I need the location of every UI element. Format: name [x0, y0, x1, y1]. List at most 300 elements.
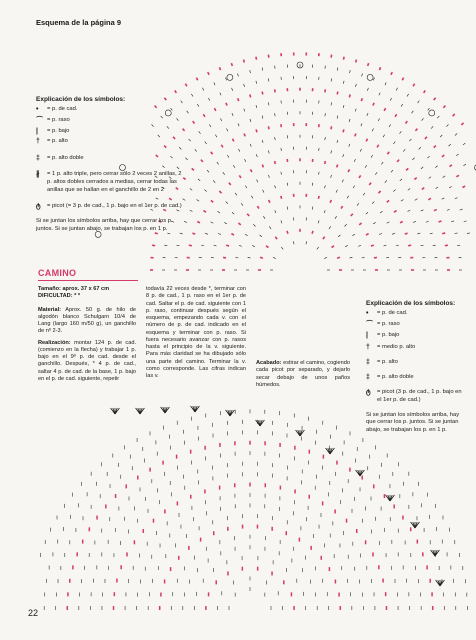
stitch-mark [375, 172, 377, 174]
stitch-mark [226, 245, 229, 246]
stitch-mark [406, 168, 408, 170]
stitch-mark [372, 129, 373, 132]
stitch-mark [343, 57, 344, 60]
stitch-mark [262, 116, 263, 119]
stitch-mark [343, 105, 344, 108]
stitch-mark [214, 108, 215, 111]
stitch-mark [431, 126, 433, 128]
stitch-mark [227, 155, 229, 158]
stitch-mark [208, 98, 209, 101]
stitch-mark [369, 183, 371, 185]
stitch-mark [350, 70, 351, 73]
stitch-mark [422, 188, 424, 190]
stitch-mark [331, 150, 332, 153]
double-crochet-symbol-icon: † [36, 138, 40, 146]
size-line: Tamaño: aprox. 37 x 67 cm [38, 286, 110, 292]
stitch-mark [232, 139, 233, 142]
stitch-mark [385, 82, 386, 85]
stitch-mark [244, 109, 245, 112]
stitch-mark [337, 257, 340, 258]
stitch-mark [393, 142, 395, 144]
half-double-crochet-symbol-icon: † [366, 344, 370, 352]
stitch-mark [263, 190, 264, 193]
stitch-mark [419, 147, 421, 149]
stitch-mark [250, 94, 251, 97]
stitch-mark [367, 113, 368, 116]
stitch-mark [268, 102, 269, 105]
stitch-mark [435, 166, 437, 168]
stitch-mark [428, 198, 431, 199]
stitch-mark [250, 119, 251, 122]
stitch-mark [256, 129, 257, 132]
stitch-mark [342, 180, 343, 183]
stitch-mark [428, 108, 430, 110]
stitch-mark [205, 142, 207, 144]
stitch-mark [350, 257, 353, 258]
stitch-mark [245, 159, 246, 162]
stitch-mark [422, 118, 424, 120]
stitch-mark [442, 155, 444, 157]
stitch-mark [429, 177, 431, 179]
stitch-mark [387, 152, 389, 154]
stitch-mark [408, 245, 411, 246]
stitch-mark [198, 179, 200, 181]
stitch-mark [433, 245, 436, 246]
stitch-mark [262, 140, 263, 143]
stitch-mark [226, 103, 227, 106]
stitch-mark [335, 216, 337, 218]
material-paragraph: Material: Aprox. 50 g. de hilo de algodón blanco Schulgarn 10/4 de Lang (largo 160 m/50 g), un ganchillo de nº 2-3. [38, 306, 137, 335]
stitch-mark [337, 140, 338, 143]
stitch-mark [268, 175, 269, 178]
stitch-mark [187, 111, 189, 113]
stitch-mark [275, 161, 276, 164]
stitch-mark [244, 60, 245, 63]
stitch-mark [238, 74, 239, 77]
stitch-mark [325, 137, 326, 140]
stitch-mark [453, 114, 455, 116]
stitch-mark [400, 179, 402, 181]
stitch-mark [426, 221, 429, 222]
stitch-mark [231, 63, 232, 66]
stitch-mark [197, 199, 199, 201]
stitch-mark [152, 245, 155, 246]
stitch-mark [260, 235, 262, 237]
stitch-mark [447, 209, 450, 210]
legend-item: ‡ = p. alto [366, 359, 398, 367]
stitch-mark [355, 109, 356, 112]
stitch-mark [425, 137, 427, 139]
stitch-mark [203, 211, 206, 213]
stitch-mark [244, 134, 245, 137]
stitch-mark [345, 245, 348, 246]
stitch-mark [377, 145, 379, 148]
stitch-mark [262, 92, 263, 95]
stitch-mark [378, 118, 379, 121]
stitch-mark [445, 245, 448, 246]
stitch-mark [325, 161, 326, 164]
stitch-mark [306, 241, 307, 244]
stitch-mark [238, 223, 240, 225]
stitch-mark [323, 237, 325, 239]
stitch-mark [395, 114, 397, 117]
stitch-mark [358, 245, 361, 246]
stitch-mark [192, 233, 195, 234]
stitch-mark [253, 224, 255, 226]
slip-stitch-symbol-icon: ⌒ [36, 116, 43, 124]
stitch-mark [352, 234, 354, 236]
stitch-mark [275, 185, 276, 188]
stitch-mark [329, 226, 331, 228]
stitch-mark [361, 123, 362, 126]
single-crochet-symbol-icon: | [36, 127, 38, 135]
stitch-mark [266, 246, 268, 248]
stitch-mark [442, 233, 445, 234]
stitch-mark [355, 84, 356, 87]
chain-symbol-icon: • [36, 106, 39, 113]
stitch-mark [434, 209, 437, 210]
slip-stitch-symbol-icon: ⌒ [366, 320, 373, 328]
stitch-mark [257, 206, 259, 209]
legend-item: • = p. de cad. [366, 310, 408, 317]
stitch-mark [245, 234, 247, 236]
stitch-mark [409, 139, 411, 141]
stitch-mark [218, 233, 221, 234]
stitch-mark [318, 221, 319, 224]
stitch-mark [208, 72, 209, 75]
stitch-mark [368, 63, 369, 66]
stitch-mark [440, 135, 442, 137]
legend-top-note: Si se juntan los símbolos arriba, hay que cerrar los p. juntos. Si se juntan abajo, se trabajan los p. en 1 p. [36, 218, 173, 232]
stitch-mark [413, 221, 416, 222]
stitch-mark [338, 235, 340, 237]
stitch-mark [281, 247, 283, 249]
stitch-mark [252, 245, 255, 246]
stitch-mark [462, 186, 465, 187]
stitch-mark [260, 257, 263, 258]
stitch-mark [250, 144, 251, 147]
stitch-mark [217, 162, 219, 164]
stitch-mark [434, 146, 436, 148]
treble-crochet-symbol-icon: ‡ [366, 374, 370, 382]
stitch-mark [336, 190, 337, 193]
stitch-mark [257, 180, 258, 183]
stitch-mark [211, 200, 213, 202]
stitch-mark [337, 165, 338, 168]
stitch-mark [366, 212, 368, 214]
stitch-mark [215, 135, 217, 138]
stitch-mark [211, 152, 213, 154]
text-column-1 [38, 286, 136, 383]
stitch-mark [214, 245, 217, 246]
stitch-mark [269, 200, 270, 203]
stitch-mark [349, 94, 350, 97]
stitch-mark [201, 160, 203, 162]
realizacion-paragraph: Realización: montar 124 p. de cad. (comienzo en la flecha) y trabajar 1 p. bajo en el 9º p. de cad. desde el ganchillo. Después, * 4 p. de cad., saltar 4 p. de cad. de la base, 1 p. bajo en el p. de cad. siguiente, repetir [38, 339, 136, 382]
stitch-mark [357, 203, 359, 205]
stitch-mark [256, 105, 257, 108]
stitch-mark [427, 156, 429, 158]
stitch-mark [331, 102, 332, 105]
stitch-mark [347, 196, 349, 199]
stitch-mark [456, 175, 459, 177]
stitch-mark [199, 131, 201, 133]
stitch-mark [232, 212, 234, 214]
stitch-mark [449, 187, 452, 188]
stitch-mark [195, 149, 197, 151]
stitch-mark [201, 245, 204, 246]
stitch-mark [263, 216, 265, 218]
stitch-mark [360, 149, 361, 152]
legend-item: ტ = picot (3 p. de cad., 1 p. bajo en el 1er p. de cad.) [366, 388, 462, 403]
stitch-mark [396, 88, 397, 91]
stitch-mark [345, 224, 347, 226]
legend-item: ტ = picot (= 3 p. de cad., 1 p. bajo en el 1er p. de cad.) [36, 202, 182, 210]
stitch-mark [312, 231, 313, 234]
stitch-mark [397, 160, 399, 162]
stitch-mark [463, 164, 466, 166]
stitch-mark [392, 233, 395, 234]
stitch-mark [256, 154, 257, 157]
stitch-mark [446, 124, 448, 126]
stitch-mark [191, 94, 193, 97]
stitch-mark [448, 144, 450, 146]
stitch-mark [421, 210, 424, 211]
stitch-mark [451, 221, 454, 222]
text-column-3: Acabado: estirar el camino, cogiendo cada picot por separado, y dejarlo secar debajo de unos paños húmedos. [256, 360, 350, 388]
stitch-mark [337, 68, 338, 71]
stitch-mark [343, 81, 344, 84]
stitch-mark [399, 131, 401, 133]
stitch-mark [389, 124, 391, 127]
picot-symbol-icon: ტ [366, 388, 371, 396]
stitch-mark [341, 206, 343, 209]
stitch-mark [287, 231, 288, 234]
stitch-mark [217, 211, 219, 213]
stitch-mark [383, 245, 386, 246]
stitch-mark [293, 241, 294, 244]
stitch-mark [361, 98, 362, 101]
picot-symbol-icon: ტ [36, 202, 41, 210]
stitch-mark [371, 155, 373, 158]
stitch-mark [287, 207, 288, 210]
stitch-mark [268, 126, 269, 129]
stitch-mark [406, 121, 408, 123]
stitch-mark [434, 98, 436, 100]
stitch-mark [175, 90, 177, 92]
stitch-mark [331, 126, 332, 129]
stitch-mark [256, 81, 257, 84]
stitch-mark [373, 78, 374, 81]
stitch-mark [464, 221, 467, 222]
legend-item: † = medio p. alto [366, 344, 416, 352]
stitch-mark [430, 233, 433, 234]
legend-item: † = p. alto [36, 138, 68, 146]
stitch-mark [443, 106, 445, 108]
stitch-mark [396, 245, 399, 246]
stitch-mark [455, 233, 458, 234]
stitch-mark [332, 246, 334, 248]
stitch-mark [371, 245, 374, 246]
legend-item: ‡ = p. alto doble [36, 155, 84, 163]
stitch-mark [219, 67, 220, 70]
stitch-mark [281, 221, 282, 224]
stitch-mark [235, 193, 237, 195]
legend-item: • = p. de cad. [36, 106, 78, 113]
stitch-mark [324, 210, 325, 213]
stitch-mark [415, 199, 418, 201]
stitch-mark [214, 82, 215, 85]
stitch-mark [331, 175, 332, 178]
stitch-mark [262, 68, 263, 71]
stitch-mark [343, 154, 344, 157]
stitch-mark [192, 168, 194, 170]
stitch-mark [467, 233, 470, 234]
stitch-mark [384, 108, 385, 111]
stitch-mark [381, 162, 383, 164]
stitch-mark [203, 114, 205, 117]
stitch-mark [337, 116, 338, 119]
stitch-mark [231, 234, 234, 235]
stitch-mark [239, 245, 242, 246]
difficulty-line: DIFICULTAD: * * [38, 293, 81, 300]
stitch-mark [424, 90, 426, 92]
stitch-mark [443, 176, 446, 178]
stitch-mark [362, 74, 363, 77]
stitch-mark [407, 94, 409, 97]
picot-mark [367, 74, 373, 80]
stitch-mark [185, 84, 187, 87]
stitch-mark [414, 178, 416, 180]
stitch-mark [463, 143, 465, 145]
stitch-mark [367, 88, 368, 91]
stitch-mark [220, 118, 221, 121]
stitch-mark [401, 199, 403, 201]
stitch-mark [226, 78, 227, 81]
stitch-mark [412, 158, 414, 160]
stitch-mark [204, 190, 206, 192]
stitch-mark [207, 170, 209, 172]
stitch-mark [373, 222, 376, 224]
legend-item: ⌒ = p. raso [366, 320, 400, 328]
stitch-mark [400, 222, 403, 223]
stitch-mark [437, 116, 439, 118]
stitch-mark [219, 191, 221, 193]
double-crochet-symbol-icon: ‡ [366, 359, 370, 367]
stitch-mark [189, 139, 191, 141]
stitch-mark [281, 196, 282, 199]
stitch-mark [319, 172, 320, 175]
stitch-mark [351, 214, 353, 216]
stitch-mark [365, 165, 367, 168]
treble-crochet-symbol-icon: ‡ [36, 155, 40, 163]
legend-right-note: Si se juntan los símbolos arriba, hay que cerrar los p. juntos. Si se juntan abajo, se trabajan los p. en 1 p. [366, 411, 460, 433]
stitch-mark [456, 154, 458, 156]
stitch-mark [337, 92, 338, 95]
stitch-mark [189, 245, 192, 246]
stitch-mark [378, 191, 380, 193]
legend-top [36, 96, 186, 233]
stitch-mark [209, 124, 211, 127]
legend-item: ⌒ = p. raso [36, 116, 70, 124]
stitch-mark [232, 113, 233, 116]
triple-cluster-symbol-icon: ∦ [36, 171, 40, 179]
stitch-mark [220, 93, 221, 96]
stitch-mark [421, 167, 423, 169]
stitch-mark [190, 188, 192, 190]
stitch-mark [324, 257, 327, 258]
stitch-mark [412, 111, 414, 113]
stitch-mark [355, 134, 356, 137]
stitch-mark [273, 257, 276, 258]
stitch-mark [213, 181, 215, 183]
stitch-mark [224, 222, 227, 224]
stitch-mark [275, 137, 276, 140]
stitch-mark [241, 203, 243, 205]
picot-mark [227, 74, 233, 80]
stitch-mark [177, 245, 180, 246]
legend-item: ‡ = p. alto doble [366, 374, 414, 382]
stitch-mark [226, 202, 228, 204]
stitch-mark [420, 245, 423, 246]
chain-symbol-icon: • [366, 310, 369, 317]
stitch-mark [251, 196, 253, 199]
stitch-mark [418, 101, 420, 103]
section-divider [38, 280, 138, 281]
stitch-mark [330, 200, 331, 203]
stitch-mark [245, 186, 247, 189]
stitch-mark [325, 185, 326, 188]
stitch-mark [450, 165, 452, 167]
stitch-mark [193, 121, 195, 123]
stitch-mark [164, 245, 167, 246]
stitch-mark [232, 88, 233, 91]
stitch-mark [442, 198, 445, 199]
stitch-mark [251, 169, 252, 172]
stitch-mark [363, 193, 365, 195]
stitch-mark [238, 98, 239, 101]
stitch-mark [394, 211, 397, 213]
stitch-mark [221, 145, 223, 148]
stitch-mark [383, 135, 385, 138]
page-title: Esquema de la página 9 [36, 18, 122, 27]
stitch-mark [244, 84, 245, 87]
stitch-mark [235, 257, 238, 258]
stitch-mark [238, 149, 239, 152]
stitch-mark [408, 210, 411, 211]
stitch-mark [275, 210, 276, 213]
legend-item: | = p. bajo [36, 127, 70, 135]
stitch-mark [417, 233, 420, 234]
stitch-mark [359, 175, 361, 178]
stitch-mark [391, 170, 393, 172]
section-title: CAMINO [38, 268, 77, 278]
picot-mark [429, 110, 435, 116]
single-crochet-symbol-icon: | [366, 331, 368, 339]
stitch-mark [373, 103, 374, 106]
legend-top-heading: Explicación de los símbolos: [36, 96, 126, 103]
stitch-mark [379, 67, 380, 70]
stitch-mark [403, 149, 405, 151]
stitch-mark [354, 159, 355, 162]
stitch-mark [197, 104, 199, 107]
stitch-mark [455, 198, 458, 199]
legend-item: ∦ = 1 p. alto triple, pero cerrar sólo 2 veces 2 anillas, 2 p. altos dobles cerrados a medias, cerrar todas las anillas que se hallan en el ganchillo de 2 en 2 [36, 171, 182, 193]
stitch-mark [317, 247, 319, 249]
stitch-mark [250, 70, 251, 73]
stitch-mark [461, 123, 463, 125]
stitch-mark [380, 211, 382, 213]
